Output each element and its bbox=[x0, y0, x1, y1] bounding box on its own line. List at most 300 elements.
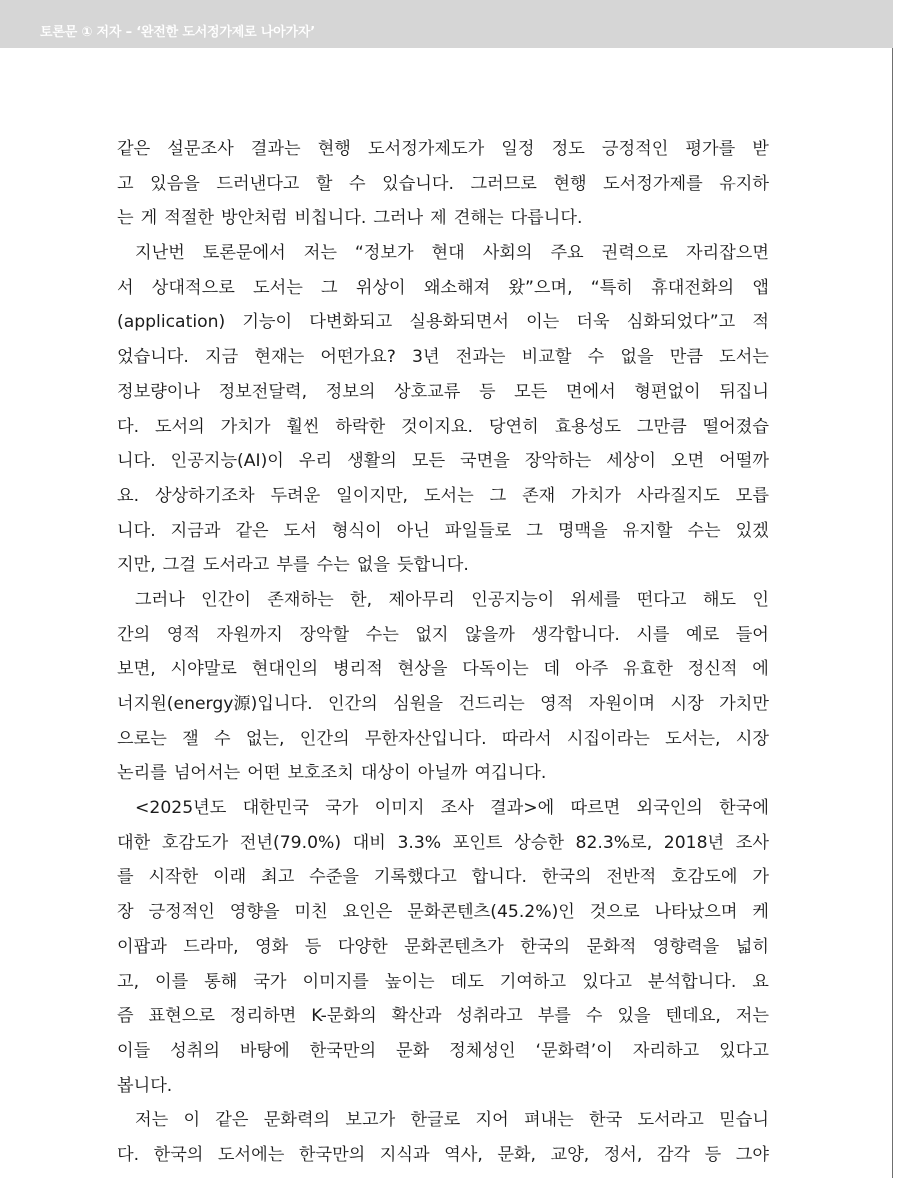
word: 를 bbox=[117, 867, 134, 888]
word: 으로는 bbox=[117, 728, 167, 749]
word: 등 bbox=[304, 936, 322, 957]
word: (application) bbox=[117, 312, 226, 333]
word: 한글로 bbox=[410, 1110, 461, 1131]
word: 심원을 bbox=[393, 694, 443, 714]
word: 다독이는 bbox=[462, 659, 529, 680]
word: 자원이며 bbox=[588, 694, 656, 714]
word: 었습니다. bbox=[117, 347, 189, 368]
word: 있겠 bbox=[735, 520, 769, 541]
word: 감각 bbox=[656, 1144, 691, 1165]
word: 최고 bbox=[261, 867, 295, 888]
word: 즘 bbox=[117, 1006, 134, 1027]
word: 한국만의 bbox=[309, 1040, 377, 1061]
word: 다. bbox=[117, 1144, 140, 1165]
text-line bbox=[117, 1138, 769, 1173]
word: 장악할 bbox=[299, 624, 350, 645]
word: 국면을 bbox=[460, 451, 510, 472]
word: 시야말로 bbox=[170, 659, 237, 680]
word: 시를 bbox=[636, 624, 670, 645]
word: 효용성도 bbox=[554, 416, 621, 437]
word: 모든 bbox=[411, 451, 446, 472]
word: 정신적 bbox=[687, 659, 738, 680]
word: 서 bbox=[117, 277, 134, 298]
word: 도서에는 bbox=[217, 1144, 285, 1165]
text-line bbox=[117, 305, 769, 340]
word: 위세를 bbox=[570, 589, 621, 610]
word: 앱 bbox=[752, 277, 769, 298]
header-title: 토론문 ① 저자 – ‘완전한 도서정가제로 나아가자’ bbox=[40, 25, 315, 40]
word: 조사 bbox=[735, 832, 769, 853]
word: 도서 bbox=[283, 520, 317, 541]
word: 문화적 bbox=[586, 936, 637, 957]
text-line bbox=[117, 756, 769, 791]
word: 저는 bbox=[303, 243, 337, 264]
word: 도서라고 bbox=[637, 1110, 704, 1131]
word: 제아무리 bbox=[388, 589, 455, 610]
word: 당연히 bbox=[488, 416, 539, 437]
word: 영향을 bbox=[229, 902, 280, 923]
word: 도서는 bbox=[423, 485, 474, 506]
word: 비칩니다. bbox=[294, 208, 367, 229]
word: 상승한 bbox=[514, 832, 564, 853]
word: 영적 bbox=[540, 694, 574, 714]
word: 등 bbox=[704, 1144, 722, 1165]
word: 다양한 bbox=[337, 936, 388, 957]
word: 방안처럼 bbox=[221, 208, 288, 229]
word: 정보의 bbox=[325, 381, 376, 402]
word: 현상을 bbox=[397, 659, 448, 680]
text-line bbox=[117, 132, 769, 167]
word: 전과는 bbox=[455, 347, 506, 368]
word: 대상이 bbox=[360, 763, 411, 784]
word: 전년(79.0%) bbox=[239, 832, 342, 853]
word: 결과는 bbox=[250, 139, 301, 159]
word: 아주 bbox=[574, 659, 609, 680]
word: 주요 bbox=[550, 243, 584, 264]
text-line bbox=[117, 167, 769, 202]
word: 도서는 bbox=[719, 347, 769, 368]
word: 시장 bbox=[670, 694, 704, 714]
word: 전반적 bbox=[606, 867, 657, 888]
word: 수준을 bbox=[309, 867, 359, 888]
word: 한국의 bbox=[541, 867, 592, 888]
word: 지금과 bbox=[170, 520, 221, 541]
word: ‘문화력’이 bbox=[535, 1040, 613, 1061]
word: 가 bbox=[752, 867, 769, 888]
word: 없을 bbox=[620, 347, 654, 368]
word: 하락한 bbox=[335, 416, 386, 437]
text-line bbox=[117, 444, 769, 479]
word: 분석합니다. bbox=[647, 971, 737, 992]
word: 그걸 bbox=[162, 555, 196, 576]
word: 다변화되고 bbox=[309, 312, 393, 333]
word: 긍정적인 bbox=[148, 902, 215, 923]
word: 도서의 bbox=[154, 416, 205, 437]
word: 들어 bbox=[735, 624, 769, 645]
word: 에 bbox=[752, 659, 769, 680]
word: 있다고 bbox=[719, 1040, 769, 1061]
text-line bbox=[117, 1069, 769, 1104]
word: 문화, bbox=[497, 1144, 536, 1165]
word: 대비 bbox=[352, 832, 386, 853]
word: 대한 bbox=[117, 832, 151, 853]
word: 만큼 bbox=[669, 347, 703, 368]
word: 국가 bbox=[325, 798, 359, 819]
text-line bbox=[117, 1034, 769, 1069]
word: 보면, bbox=[117, 659, 156, 680]
word: 그러나 bbox=[373, 208, 424, 229]
word: 한국의 bbox=[153, 1144, 204, 1165]
word: 토론문에서 bbox=[202, 243, 286, 264]
word: 예로 bbox=[685, 624, 720, 645]
text-line bbox=[117, 271, 769, 306]
word: 성취의 bbox=[170, 1040, 220, 1061]
word: 상호교류 bbox=[393, 381, 461, 402]
word: 떨어졌습 bbox=[702, 416, 769, 437]
word: 인공지능이 bbox=[471, 589, 555, 610]
word: 유지할 bbox=[622, 520, 673, 541]
word: 저는 bbox=[735, 1006, 769, 1027]
text-line bbox=[117, 895, 769, 930]
word: 도서정가제도가 bbox=[367, 139, 485, 159]
word: 위상이 bbox=[355, 277, 406, 298]
word: 한국만의 bbox=[298, 1144, 366, 1165]
word: 생각합니다. bbox=[531, 624, 620, 645]
word: “특히 bbox=[590, 277, 633, 298]
word: 있을 bbox=[617, 1006, 651, 1027]
word: 이래 bbox=[213, 867, 247, 888]
word: 결과>에 bbox=[490, 798, 555, 819]
word: 자원까지 bbox=[216, 624, 283, 645]
word: 생활의 bbox=[347, 451, 397, 472]
word: 정리하면 bbox=[229, 1006, 297, 1027]
word: 수는 bbox=[316, 555, 350, 576]
word: 지식과 bbox=[379, 1144, 430, 1165]
word: 같은 bbox=[235, 520, 269, 541]
word: 없을 bbox=[356, 555, 390, 576]
word: 않을까 bbox=[465, 624, 515, 645]
word: 미친 bbox=[294, 902, 328, 923]
word: 인 bbox=[752, 589, 769, 610]
word: 더욱 bbox=[576, 312, 610, 333]
word: 너지원(energy源)입니다. bbox=[117, 694, 313, 714]
word: 수 bbox=[585, 1006, 603, 1027]
word: 는 bbox=[117, 208, 134, 229]
word: 수 bbox=[349, 173, 366, 194]
text-line bbox=[117, 410, 769, 445]
word: 그러므로 bbox=[470, 173, 537, 194]
word: 문화콘텐츠가 bbox=[404, 936, 504, 957]
word: 나타났으며 bbox=[654, 902, 738, 923]
word: 도서는 bbox=[253, 277, 303, 298]
word: 어떤 bbox=[247, 763, 281, 784]
word: 한국의 bbox=[520, 936, 571, 957]
word: 니다. bbox=[117, 520, 156, 541]
word: 실용화되면서 bbox=[409, 312, 509, 333]
word: 부를 bbox=[537, 1006, 571, 1027]
word: 영화 bbox=[255, 936, 289, 957]
word: 떤다고 bbox=[636, 589, 687, 610]
word: 도서는, bbox=[665, 728, 721, 749]
word: 어떨까 bbox=[719, 451, 769, 472]
word: 해도 bbox=[702, 589, 737, 610]
word: 정체성인 bbox=[449, 1040, 516, 1061]
word: 호감도에 bbox=[671, 867, 738, 888]
word: 고, bbox=[117, 971, 140, 992]
word: 게 bbox=[140, 208, 158, 229]
word: 데도 bbox=[450, 971, 484, 992]
text-line bbox=[117, 791, 769, 826]
word: 제 bbox=[430, 208, 447, 229]
word: 역사, bbox=[444, 1144, 483, 1165]
word: 있음을 bbox=[150, 173, 200, 194]
word: 지만, bbox=[117, 555, 156, 576]
word: 수 bbox=[213, 728, 231, 749]
word: 것이지요. bbox=[401, 416, 473, 437]
word: 믿습니 bbox=[719, 1110, 769, 1131]
word: 존재하는 bbox=[267, 589, 334, 610]
word: K-문화의 bbox=[311, 1006, 377, 1027]
word: 2018년 bbox=[663, 832, 725, 853]
word: 니다. bbox=[117, 451, 156, 472]
text-line bbox=[117, 930, 769, 965]
word: 병리적 bbox=[333, 659, 383, 680]
word: <2025년도 bbox=[135, 798, 227, 819]
word: 교양, bbox=[550, 1144, 590, 1165]
word: 그러나 bbox=[135, 589, 185, 610]
word: 국가 bbox=[253, 971, 287, 992]
word: 정도 bbox=[551, 139, 585, 159]
word: 대한민국 bbox=[242, 798, 309, 819]
word: 인간이 bbox=[201, 589, 251, 610]
word: 유지하 bbox=[719, 173, 769, 194]
text-line bbox=[117, 479, 769, 514]
word: 이미지를 bbox=[302, 971, 369, 992]
word: 표현으로 bbox=[148, 1006, 215, 1027]
word: 듯합니다. bbox=[396, 555, 469, 576]
word: 없지 bbox=[415, 624, 449, 645]
word: 자리잡으면 bbox=[685, 243, 769, 264]
word: 한국 bbox=[589, 1110, 623, 1131]
word: 포인트 bbox=[452, 832, 503, 853]
word: 데 bbox=[543, 659, 561, 680]
word: 현행 bbox=[317, 139, 351, 159]
word: 상대적으로 bbox=[151, 277, 235, 298]
word: 왔”으며, bbox=[508, 277, 573, 298]
word: 정보전달력, bbox=[218, 381, 308, 402]
text-line bbox=[117, 583, 769, 618]
word: 수는 bbox=[365, 624, 399, 645]
word: 이들 bbox=[117, 1040, 151, 1061]
word: 바탕에 bbox=[239, 1040, 290, 1061]
word: 논리를 bbox=[117, 763, 167, 784]
word: 호감도가 bbox=[161, 832, 229, 853]
word: 합니다. bbox=[471, 867, 527, 888]
word: 비교할 bbox=[521, 347, 572, 368]
word: 어떤가요? bbox=[320, 347, 396, 368]
word: 성취라고 bbox=[456, 1006, 523, 1027]
word: 긍정적인 bbox=[601, 139, 669, 159]
word: 텐데요, bbox=[665, 1006, 721, 1027]
word: 뒤집니 bbox=[719, 381, 769, 402]
word: 보호조치 bbox=[287, 763, 354, 784]
word: 그야 bbox=[735, 1144, 769, 1165]
word: 따라서 bbox=[501, 728, 552, 749]
word: 그 bbox=[526, 520, 543, 541]
word: 무한자산입니다. bbox=[364, 728, 487, 749]
word: 지난번 bbox=[135, 243, 185, 264]
word: 모릅 bbox=[735, 485, 769, 506]
word: 이는 bbox=[526, 312, 560, 333]
running-header bbox=[0, 0, 893, 48]
word: 3.3% bbox=[397, 832, 442, 853]
word: 케 bbox=[752, 902, 769, 923]
word: 훨씬 bbox=[286, 416, 320, 437]
word: 받 bbox=[752, 139, 769, 159]
word: 이 bbox=[183, 1110, 201, 1131]
word: 일정 bbox=[501, 139, 535, 159]
word: 봅니다. bbox=[117, 1075, 173, 1096]
word: 오면 bbox=[670, 451, 705, 472]
word: 부를 bbox=[276, 555, 310, 576]
word: 고 bbox=[117, 173, 134, 194]
word: 세상이 bbox=[606, 451, 657, 472]
word: 기록했다고 bbox=[373, 867, 457, 888]
word: 보고가 bbox=[345, 1110, 396, 1131]
word: 82.3%로, bbox=[575, 832, 653, 853]
text-line bbox=[117, 652, 769, 687]
word: 아닌 bbox=[396, 520, 430, 541]
word: 정보량이나 bbox=[117, 381, 201, 402]
word: 넘어서는 bbox=[173, 763, 241, 784]
word: 따르면 bbox=[570, 798, 621, 819]
word: 파일들로 bbox=[444, 520, 512, 541]
text-line bbox=[117, 999, 769, 1034]
word: 등 bbox=[478, 381, 496, 402]
word: 지금 bbox=[205, 347, 239, 368]
word: 휴대전화의 bbox=[651, 277, 735, 298]
word: 왜소해져 bbox=[423, 277, 491, 298]
word: 시집이라는 bbox=[566, 728, 650, 749]
word: 아닐까 bbox=[417, 763, 468, 784]
word: 것으로 bbox=[589, 902, 640, 923]
word: 수는 bbox=[687, 520, 721, 541]
word: 명맥을 bbox=[557, 520, 608, 541]
word: 형식이 bbox=[331, 520, 382, 541]
word: 인간의 bbox=[299, 728, 350, 749]
word: 잴 bbox=[182, 728, 199, 749]
word: 견해는 bbox=[453, 208, 504, 229]
text-line bbox=[117, 1103, 769, 1138]
word: 현대 bbox=[431, 243, 465, 264]
word: 인공지능(AI)이 bbox=[170, 451, 284, 472]
word: 심화되었다”고 bbox=[626, 312, 736, 333]
text-line bbox=[117, 826, 769, 861]
word: 조사 bbox=[440, 798, 474, 819]
word: 모든 bbox=[514, 381, 548, 402]
word: 두려운 bbox=[270, 485, 321, 506]
word: 이팝과 bbox=[117, 936, 167, 957]
word: 통해 bbox=[204, 971, 238, 992]
word: 형편없이 bbox=[634, 381, 701, 402]
word: 요인은 bbox=[342, 902, 393, 923]
text-line bbox=[117, 548, 769, 583]
word: 다릅니다. bbox=[510, 208, 583, 229]
word: 인간의 bbox=[327, 694, 378, 714]
body-text bbox=[117, 132, 769, 1173]
word: 그 bbox=[321, 277, 338, 298]
word: 현행 bbox=[553, 173, 587, 194]
word: 가치가 bbox=[571, 485, 621, 506]
word: 기능이 bbox=[242, 312, 293, 333]
word: 이를 bbox=[155, 971, 189, 992]
word: 권력으로 bbox=[601, 243, 669, 264]
word: 장악하는 bbox=[524, 451, 592, 472]
word: 같은 bbox=[215, 1110, 249, 1131]
text-line bbox=[117, 514, 769, 549]
text-line bbox=[117, 965, 769, 1000]
word: 평가를 bbox=[685, 139, 736, 159]
word: 현재는 bbox=[254, 347, 305, 368]
word: 여깁니다. bbox=[474, 763, 547, 784]
word: 사라질지도 bbox=[636, 485, 720, 506]
word: 적 bbox=[752, 312, 769, 333]
word: 요. bbox=[117, 485, 140, 506]
word: 높이는 bbox=[384, 971, 435, 992]
word: 드라마, bbox=[183, 936, 239, 957]
word: 문화력의 bbox=[263, 1110, 331, 1131]
word: 그 bbox=[489, 485, 507, 506]
word: 문화 bbox=[396, 1040, 430, 1061]
word: 그만큼 bbox=[636, 416, 687, 437]
word: 확산과 bbox=[391, 1006, 442, 1027]
word: 할 bbox=[315, 173, 333, 194]
word: 자리하고 bbox=[632, 1040, 700, 1061]
text-line bbox=[117, 375, 769, 410]
word: 현대인의 bbox=[251, 659, 319, 680]
word: 한국에 bbox=[719, 798, 769, 819]
word: 시작한 bbox=[148, 867, 199, 888]
word: 외국인의 bbox=[636, 798, 703, 819]
word: 도서라고 bbox=[202, 555, 270, 576]
word: 같은 bbox=[117, 139, 151, 159]
word: 지어 bbox=[475, 1110, 509, 1131]
word: 드러낸다고 bbox=[216, 173, 300, 194]
text-line bbox=[117, 201, 769, 236]
word: 사회의 bbox=[482, 243, 533, 264]
word: 우리 bbox=[298, 451, 333, 472]
word: 상상하기조차 bbox=[154, 485, 255, 506]
word: 도서정가제를 bbox=[603, 173, 703, 194]
word: 시장 bbox=[735, 728, 769, 749]
word: 넓히 bbox=[735, 936, 769, 957]
text-line bbox=[117, 236, 769, 271]
word: 저는 bbox=[135, 1110, 169, 1131]
text-line bbox=[117, 618, 769, 653]
word: 가치가 bbox=[220, 416, 271, 437]
word: 다. bbox=[117, 416, 140, 437]
word: 있습니다. bbox=[382, 173, 454, 194]
word: 건드리는 bbox=[458, 694, 525, 714]
word: 없는, bbox=[245, 728, 285, 749]
word: 기여하고 bbox=[499, 971, 567, 992]
word: 수 bbox=[587, 347, 605, 368]
word: 요 bbox=[752, 971, 769, 992]
word: 일이지만, bbox=[336, 485, 409, 506]
word: 가치만 bbox=[719, 694, 769, 714]
word: “정보가 bbox=[354, 243, 414, 264]
word: 간의 bbox=[117, 624, 151, 645]
